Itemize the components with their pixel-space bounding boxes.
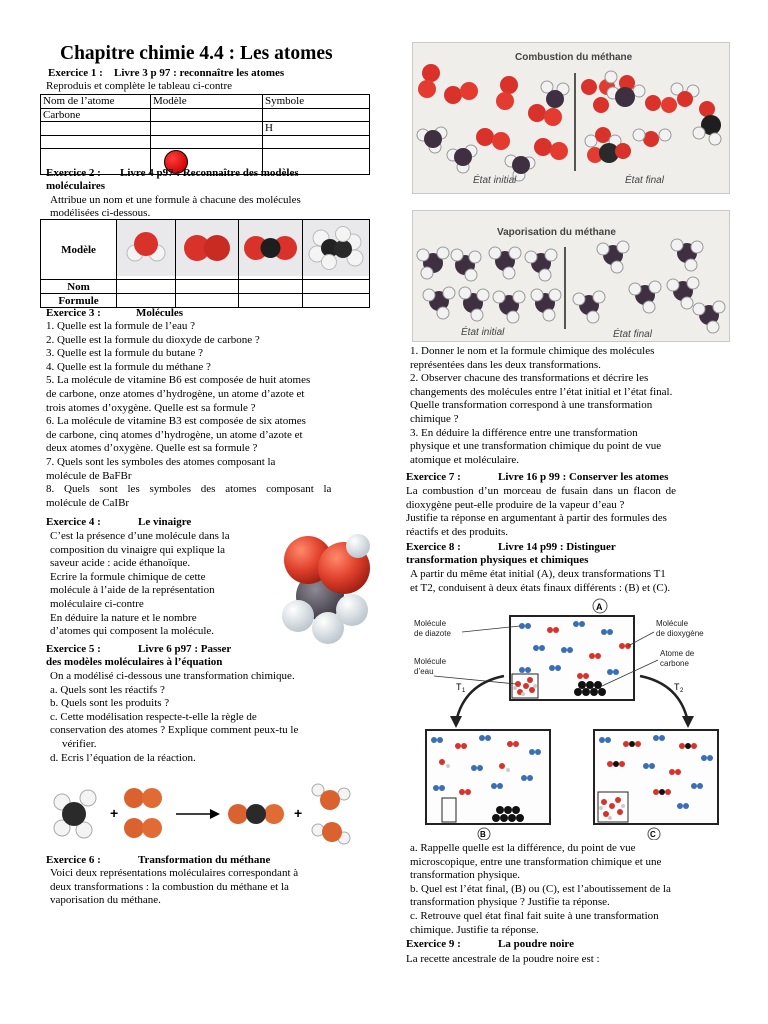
molecule-model-cell xyxy=(176,220,239,280)
molecule-model-cell xyxy=(303,220,370,280)
question-line: 2. Quelle est la formule du dioxyde de carbone ? xyxy=(46,333,260,346)
text-line: Justifie ta réponse en argumentant à partir des formules des xyxy=(406,512,667,525)
table-cell: H xyxy=(263,122,370,136)
ex7-header xyxy=(406,471,668,485)
question-line: atomique et moléculaire. xyxy=(410,453,520,466)
question-line: changements des molécules entre l’état initial et l’état final. xyxy=(410,385,673,398)
ex4-text xyxy=(50,530,280,639)
question-line: 3. En déduire la différence entre une transformation xyxy=(410,426,638,439)
ex1-number: Exercice 1 : xyxy=(48,67,103,79)
table-header-cell: Nom de l’atome xyxy=(41,95,151,109)
methane-molecule-icon xyxy=(54,790,96,838)
ex2-number: Exercice 2 : xyxy=(46,167,101,179)
text-line: d’atomes qui composent la molécule. xyxy=(50,625,215,638)
state-c-label: C xyxy=(650,830,656,839)
state-c-box xyxy=(594,730,718,824)
question-line: 1. Donner le nom et la formule chimique des molécules xyxy=(410,345,655,357)
table-cell xyxy=(151,108,263,122)
table-row xyxy=(41,135,370,149)
text-line: c. Cette modélisation respecte-t-elle la règle de xyxy=(50,710,257,723)
table-cell xyxy=(303,294,370,308)
table-cell xyxy=(303,280,370,294)
legend-water-line2: d’eau xyxy=(414,667,434,676)
question-line: molécule de BaFBr xyxy=(46,469,132,482)
table-cell xyxy=(151,135,263,149)
carbon-dioxide-molecule-icon xyxy=(239,220,302,276)
question-line: transformation physique. xyxy=(410,869,520,882)
arrow-t1-label: T xyxy=(456,682,462,692)
molecule-model-cell xyxy=(239,220,303,280)
text-line: composition du vinaigre qui explique la xyxy=(50,543,226,556)
ex4-header xyxy=(46,516,191,530)
legend-nitrogen-line1: Molécule xyxy=(414,619,447,628)
table-cell xyxy=(151,122,263,136)
initial-methane-molecules xyxy=(417,247,561,323)
table-row xyxy=(41,280,370,294)
legend-carbon-line1: Atome de xyxy=(660,649,695,658)
svg-text:2: 2 xyxy=(680,688,684,694)
table-cell: Carbone xyxy=(41,108,151,122)
ex6-ref: Transformation du méthane xyxy=(138,854,271,866)
text-line: Voici deux représentations moléculaires correspondant à xyxy=(50,867,299,879)
table-cell xyxy=(263,108,370,122)
ex2-header xyxy=(46,167,299,181)
initial-state-molecules xyxy=(417,64,569,181)
text-line: En déduire la nature et le nombre xyxy=(50,611,197,624)
ex4-number: Exercice 4 : xyxy=(46,516,101,528)
table-cell xyxy=(176,294,239,308)
label-final-state: État final xyxy=(625,175,664,186)
question-line: a. Rappelle quelle est la différence, du point de vue xyxy=(410,842,636,854)
text-line: moléculaire ci-contre xyxy=(50,597,144,610)
question-line: microscopique, entre une transformation chimique et une xyxy=(410,855,662,868)
question-line: de carbone, cinq atomes d’hydrogène, un atome d’azote et xyxy=(46,428,303,441)
question-line: 4. Quelle est la formule du méthane ? xyxy=(46,360,211,373)
label-initial-state: État initial xyxy=(461,327,505,338)
row-label-model: Modèle xyxy=(41,220,117,280)
question-line: b. Quel est l’état final, (B) ou (C), est l’aboutissement de la xyxy=(410,882,671,895)
legend-water-line1: Molécule xyxy=(414,657,447,666)
transformation-figure xyxy=(412,596,730,840)
ex6-header xyxy=(46,854,270,868)
ex1-ref: Livre 3 p 97 : reconnaître les atomes xyxy=(114,67,285,79)
ex8-ref-cont: transformation physiques et chimiques xyxy=(406,554,589,566)
question-line: physique et une transformation chimique du point de vue xyxy=(410,440,662,453)
ex2-instruction-1: Attribue un nom et une formule à chacune des molécules xyxy=(50,194,301,206)
ex8-text xyxy=(410,568,730,595)
ex5-header xyxy=(46,643,231,657)
acetic-acid-molecule-icon xyxy=(278,526,374,650)
legend-nitrogen-line2: de diazote xyxy=(414,629,451,638)
combustion-title: Combustion du méthane xyxy=(515,52,633,63)
svg-text:+: + xyxy=(294,805,303,821)
ex6-number: Exercice 6 : xyxy=(46,854,101,866)
table-header-cell: Modèle xyxy=(151,95,263,109)
text-line: et T2, conduisent à deux états finaux différents : (B) et (C). xyxy=(410,581,671,594)
question-line: 6. La molécule de vitamine B3 est composée de six atomes xyxy=(46,415,306,428)
ex9-header xyxy=(406,938,574,952)
text-line: dioxygène peut-elle produire de la vapeur d’eau ? xyxy=(406,498,625,511)
ex8-header xyxy=(406,541,616,555)
ex2-ref: Livre 4 p97 : Reconnaître des modèles xyxy=(120,167,299,179)
question-line: transformation physique ? Justifie ta réponse. xyxy=(410,896,610,909)
ex7-ref: Livre 16 p 99 : Conserver les atomes xyxy=(498,471,669,483)
legend-oxygen-line2: de dioxygène xyxy=(656,629,704,638)
ex2-instruction-2: modélisées ci-dessous. xyxy=(50,207,151,219)
text-line: On a modélisé ci-dessous une transformation chimique. xyxy=(50,670,295,682)
water-molecule-icon xyxy=(312,784,350,844)
arrow-t2-label: T xyxy=(674,682,680,692)
table-cell xyxy=(41,122,151,136)
state-a-label: A xyxy=(596,602,603,612)
table-cell xyxy=(117,280,176,294)
question-line: de carbone, onze atomes d’hydrogène, un atome d’azote et xyxy=(46,387,305,400)
question-line: trois atomes d’oxygène. Quelle est sa formule ? xyxy=(46,401,256,414)
ex9-ref: La poudre noire xyxy=(498,938,574,950)
text-line: deux transformations : la combustion du méthane et la xyxy=(50,880,289,893)
text-line: b. Quels sont les produits ? xyxy=(50,697,170,710)
text-line: conservation des atomes ? Explique comment peux-tu le xyxy=(50,724,299,737)
table-row xyxy=(41,220,370,280)
ex8-ref: Livre 14 p99 : Distinguer xyxy=(498,541,616,553)
question-line: Quelle transformation correspond à une transformation xyxy=(410,399,653,412)
page-title: Chapitre chimie 4.4 : Les atomes xyxy=(60,43,333,64)
table-header-cell: Symbole xyxy=(263,95,370,109)
vaporisation-title: Vaporisation du méthane xyxy=(497,227,616,238)
ex3-questions xyxy=(46,320,364,510)
legend-oxygen-line1: Molécule xyxy=(656,619,689,628)
carbon-dioxide-molecule-icon xyxy=(228,804,284,824)
ex8-questions xyxy=(410,842,730,937)
table-cell xyxy=(263,135,370,149)
text-line: A partir du même état initial (A), deux transformations T1 xyxy=(410,568,666,580)
row-label-formula: Formule xyxy=(41,294,117,308)
question-line: 2. Observer chacune des transformations et décrire les xyxy=(410,372,649,385)
table-row xyxy=(41,95,370,109)
dioxygen-molecule-icon xyxy=(124,788,162,838)
text-line: saveur acide : acide éthanoïque. xyxy=(50,557,191,570)
text-line: réactifs et des produits. xyxy=(406,525,509,538)
ex6-questions xyxy=(410,345,730,467)
ex3-number: Exercice 3 : xyxy=(46,307,101,319)
legend-carbon-line2: carbone xyxy=(660,659,689,668)
row-label-name: Nom xyxy=(41,280,117,294)
text-line: d. Ecris l’équation de la réaction. xyxy=(50,751,196,764)
question-line: 3. Quelle est la formule du butane ? xyxy=(46,347,204,360)
label-initial-state: État initial xyxy=(473,175,517,186)
text-line: Ecrire la formule chimique de cette xyxy=(50,570,206,583)
question-line: chimique ? xyxy=(410,412,459,425)
text-line: La combustion d’un morceau de fusain dans un flacon de xyxy=(406,485,677,497)
table-cell xyxy=(41,135,151,149)
ex7-text xyxy=(406,485,726,539)
state-b-label: B xyxy=(480,830,486,839)
table-cell xyxy=(117,294,176,308)
molecules-table xyxy=(40,219,370,308)
atoms-table xyxy=(40,94,370,175)
ex8-number: Exercice 8 : xyxy=(406,541,461,553)
ethane-molecule-icon xyxy=(303,220,369,276)
svg-text:1: 1 xyxy=(462,688,466,694)
ex6-text xyxy=(50,867,368,908)
ex5-ref: Livre 6 p97 : Passer xyxy=(138,643,232,655)
final-methane-molecules xyxy=(573,239,725,333)
combustion-figure xyxy=(412,42,730,194)
water-molecule-icon xyxy=(117,220,175,276)
ex3-header xyxy=(46,307,183,321)
table-row xyxy=(41,294,370,308)
ex5-ref-cont: des modèles moléculaires à l’équation xyxy=(46,656,223,668)
vaporisation-figure xyxy=(412,210,730,342)
arrow-right-icon xyxy=(176,809,220,819)
ex4-ref: Le vinaigre xyxy=(138,516,192,528)
question-line: deux atomes d’oxygène. Quelle est sa formule ? xyxy=(46,442,258,455)
question-line: représentées dans les deux transformations. xyxy=(410,358,601,371)
ex9-number: Exercice 9 : xyxy=(406,938,461,950)
combustion-figure-art xyxy=(413,43,729,193)
text-line: molécule à l’aide de la représentation xyxy=(50,584,215,597)
table-row xyxy=(41,108,370,122)
ex9-text: La recette ancestrale de la poudre noire est : xyxy=(406,953,600,965)
question-line: molécule de CaIBr xyxy=(46,496,130,509)
ex5-number: Exercice 5 : xyxy=(46,643,101,655)
reaction-model-figure xyxy=(48,782,354,854)
table-cell xyxy=(176,280,239,294)
ex7-number: Exercice 7 : xyxy=(406,471,461,483)
ex1-header xyxy=(48,67,284,81)
question-line: 7. Quels sont les symboles des atomes composant la xyxy=(46,455,276,468)
ex2-ref-cont: moléculaires xyxy=(46,180,106,192)
table-cell xyxy=(239,280,303,294)
table-cell xyxy=(239,294,303,308)
molecule-model-cell xyxy=(117,220,176,280)
question-line: chimique. Justifie ta réponse. xyxy=(410,923,539,936)
text-line: vaporisation du méthane. xyxy=(50,894,161,907)
question-line: c. Retrouve quel état final fait suite à une transformation xyxy=(410,909,659,922)
final-state-molecules xyxy=(581,71,721,163)
question-line: 5. La molécule de vitamine B6 est composée de huit atomes xyxy=(46,374,311,387)
text-line: a. Quels sont les réactifs ? xyxy=(50,683,165,696)
text-line: C’est la présence d’une molécule dans la xyxy=(50,530,230,542)
dioxygen-molecule-icon xyxy=(176,220,238,276)
text-line: vérifier. xyxy=(62,737,97,750)
question-line: 8. Quels sont les symboles des atomes composant la xyxy=(46,483,332,496)
ex5-text xyxy=(50,670,368,765)
question-line: 1. Quelle est la formule de l’eau ? xyxy=(46,320,196,332)
ex1-instruction: Reproduis et complète le tableau ci-contre xyxy=(46,80,233,92)
table-row xyxy=(41,122,370,136)
vaporisation-figure-art xyxy=(413,211,729,341)
svg-text:+: + xyxy=(110,805,119,821)
label-final-state: État final xyxy=(613,329,652,340)
ex3-ref: Molécules xyxy=(136,307,184,319)
